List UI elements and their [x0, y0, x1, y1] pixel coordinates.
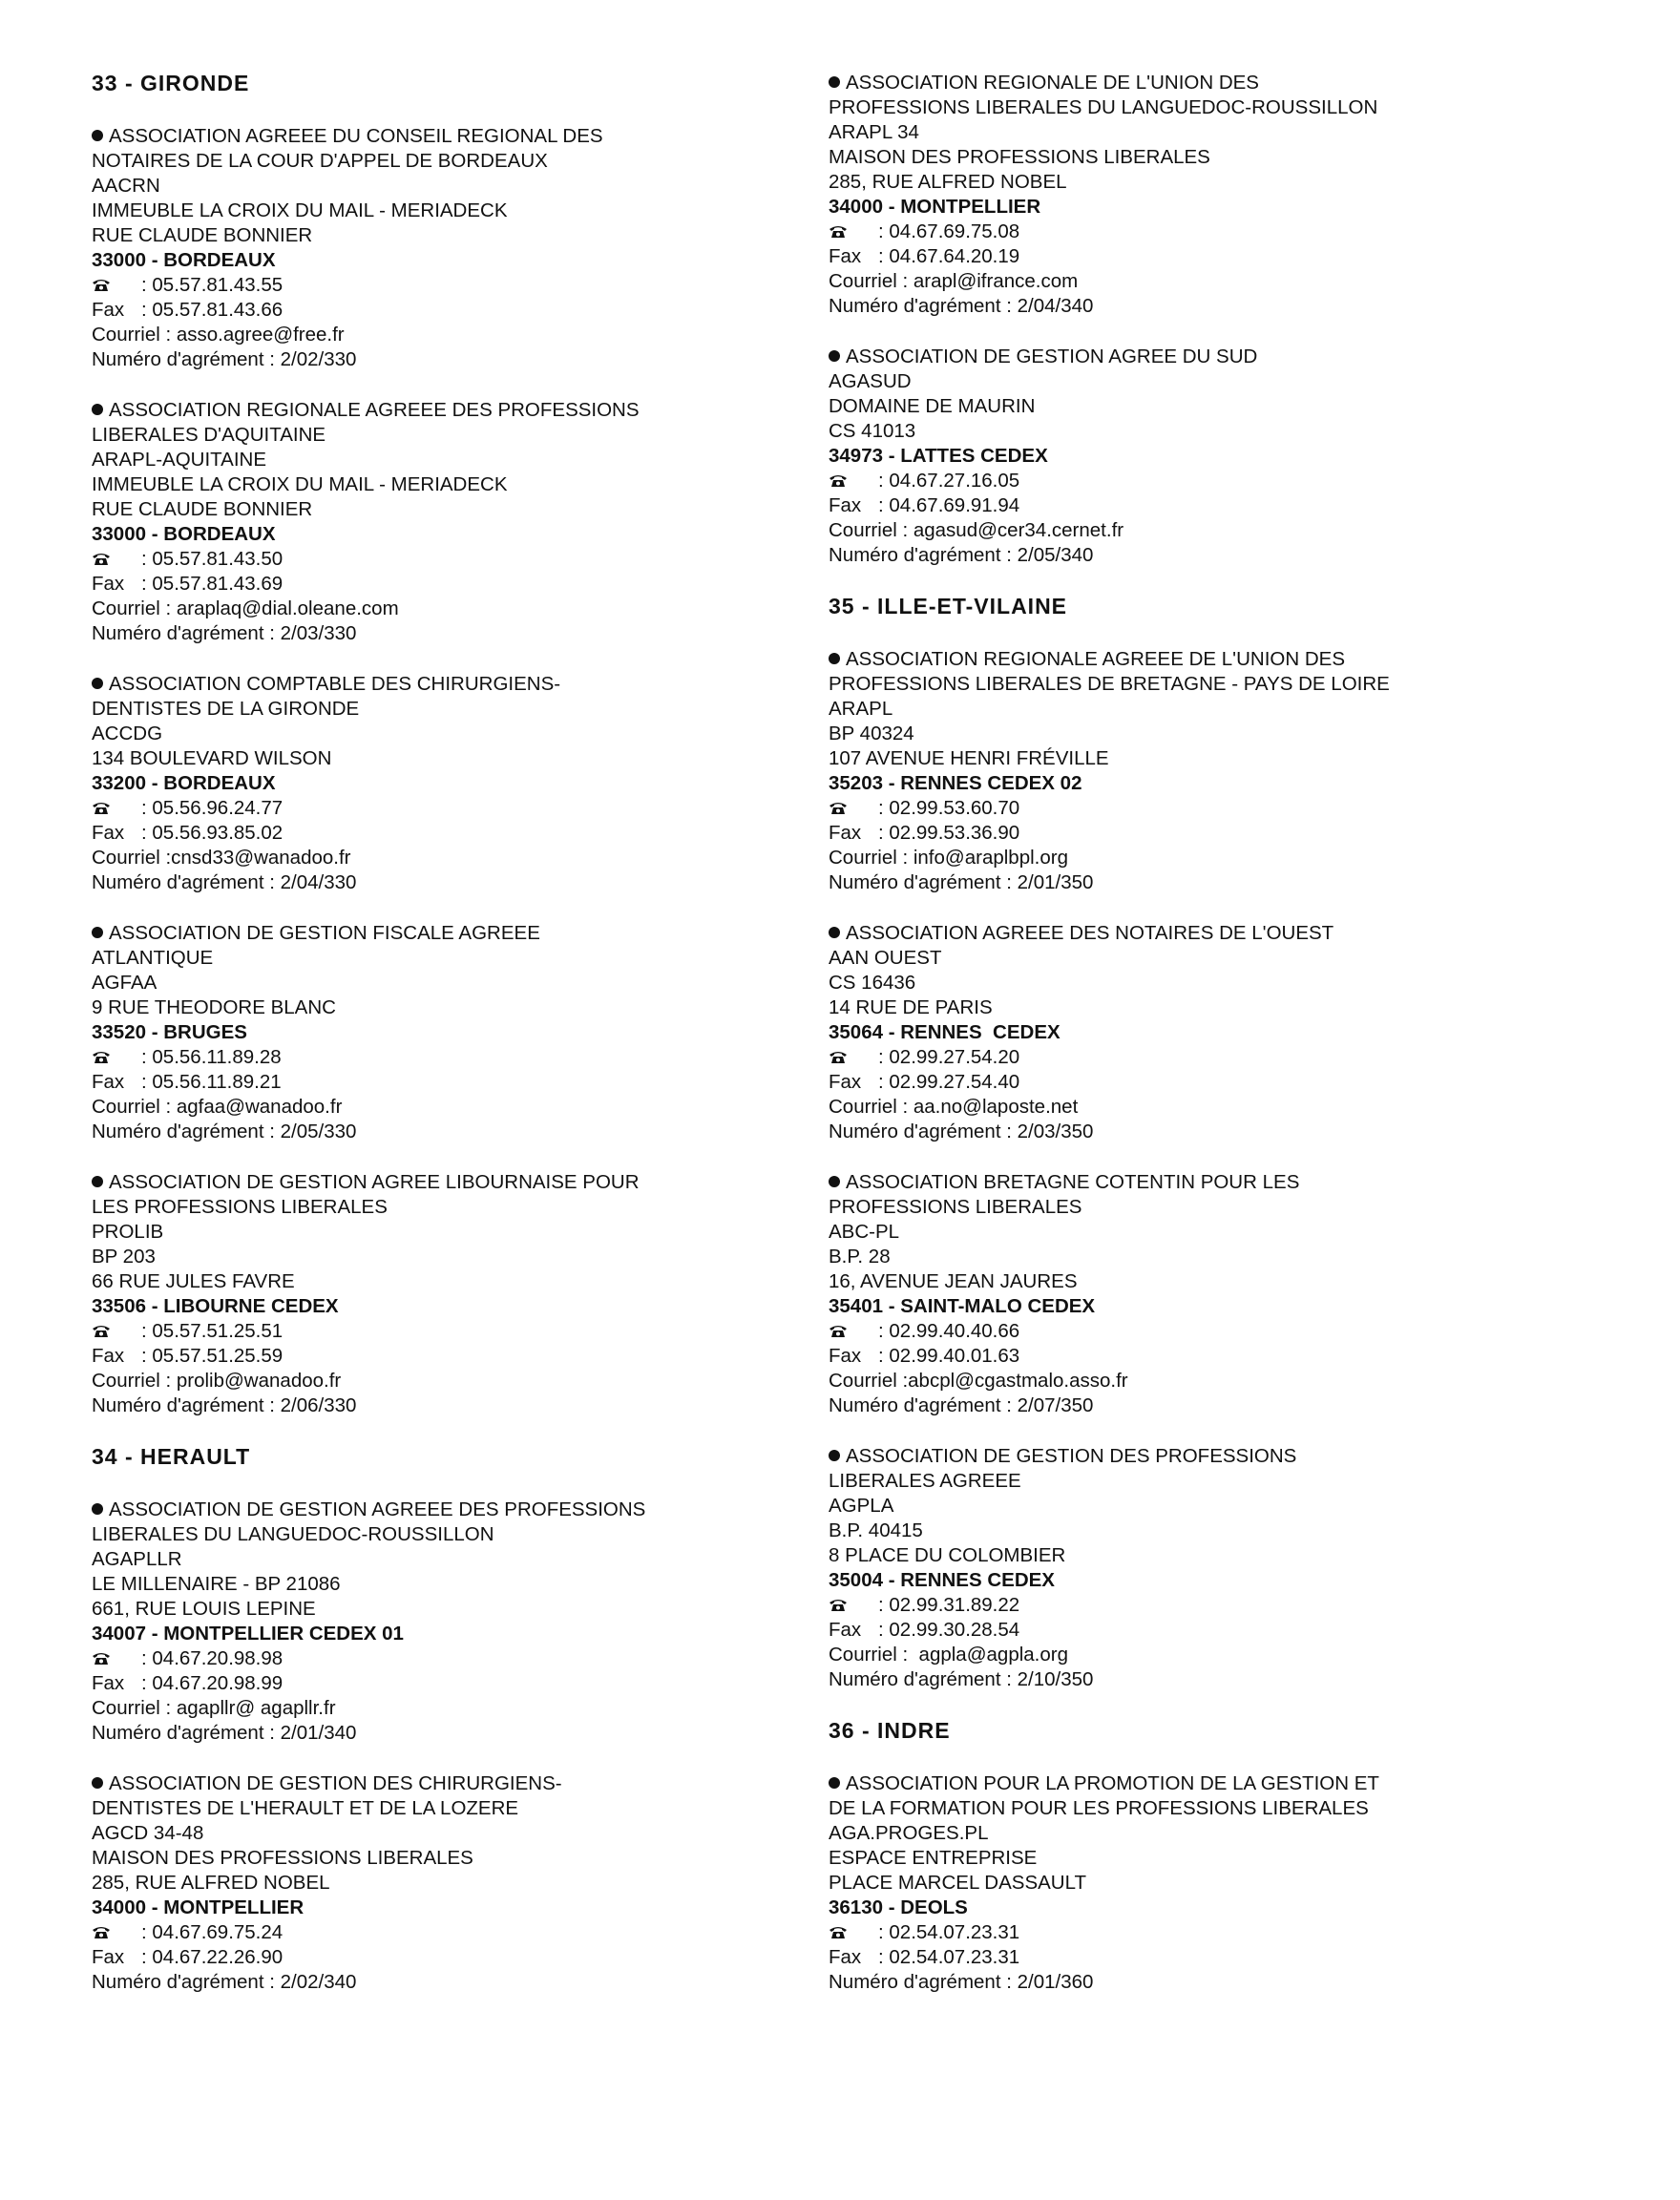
address-line — [829, 120, 1497, 145]
section-heading: 35 - ILLE-ET-VILAINE — [829, 594, 1068, 618]
address-line — [92, 423, 760, 448]
association-entry — [92, 1771, 760, 1995]
postal-city: 33520 - BRUGES — [92, 1021, 247, 1043]
telephone-icon — [92, 1924, 111, 1939]
association-entry — [829, 71, 1497, 319]
left-column — [92, 71, 760, 2021]
phone-number: : 05.56.96.24.77 — [141, 797, 284, 819]
telephone-icon — [829, 800, 848, 815]
fax-label: Fax — [92, 573, 125, 595]
bullet-dot-icon — [92, 678, 103, 689]
address-text: PROFESSIONS LIBERALES DE BRETAGNE - PAYS DE LOIRE — [829, 673, 1390, 695]
phone-number: : 04.67.69.75.08 — [878, 220, 1020, 242]
bullet-dot-icon — [829, 350, 840, 362]
phone-number: : 04.67.69.75.24 — [141, 1921, 284, 1943]
agrement-number: Numéro d'agrément : 2/05/330 — [92, 1121, 357, 1142]
fax-number: : 02.54.07.23.31 — [878, 1946, 1020, 1968]
bullet-dot-icon — [829, 1176, 840, 1187]
address-text: AGPLA — [829, 1495, 894, 1517]
phone-number: : 02.99.53.60.70 — [878, 797, 1020, 819]
email-line: Courriel : aa.no@laposte.net — [829, 1096, 1079, 1118]
email-line: Courriel :abcpl@cgastmalo.asso.fr — [829, 1370, 1128, 1392]
fax-label: Fax — [92, 1672, 125, 1694]
section-heading: 36 - INDRE — [829, 1718, 951, 1743]
phone-line — [92, 1646, 760, 1671]
address-text: BP 40324 — [829, 723, 914, 744]
address-text: LE MILLENAIRE - BP 21086 — [92, 1573, 341, 1595]
agrement-number: Numéro d'agrément : 2/04/330 — [92, 871, 357, 893]
address-text: AGFAA — [92, 972, 158, 994]
address-text: CS 41013 — [829, 420, 916, 442]
fax-number: : 02.99.30.28.54 — [878, 1619, 1020, 1641]
address-line — [829, 722, 1497, 746]
address-text: AGAPLLR — [92, 1548, 182, 1570]
address-text: RUE CLAUDE BONNIER — [92, 498, 313, 520]
association-name-line — [92, 921, 760, 946]
address-line — [829, 1543, 1497, 1568]
address-text: ASSOCIATION POUR LA PROMOTION DE LA GESTION ET — [846, 1772, 1379, 1794]
address-text: PROLIB — [92, 1221, 164, 1243]
phone-number: : 04.67.27.16.05 — [878, 470, 1020, 492]
address-line — [829, 1796, 1497, 1821]
phone-line — [92, 547, 760, 572]
telephone-icon — [92, 1650, 111, 1666]
phone-line — [92, 273, 760, 298]
address-line — [829, 419, 1497, 444]
address-text: NOTAIRES DE LA COUR D'APPEL DE BORDEAUX — [92, 150, 548, 172]
postal-city: 36130 - DEOLS — [829, 1896, 968, 1918]
address-line — [829, 170, 1497, 195]
phone-line — [829, 469, 1497, 493]
address-line — [92, 174, 760, 199]
bullet-dot-icon — [829, 653, 840, 664]
address-line — [92, 149, 760, 174]
bullet-dot-icon — [92, 927, 103, 938]
address-line — [829, 1245, 1497, 1269]
phone-line — [92, 1319, 760, 1344]
address-text: ASSOCIATION DE GESTION AGREE DU SUD — [846, 346, 1258, 367]
phone-line — [829, 1920, 1497, 1945]
fax-number: : 04.67.20.98.99 — [141, 1672, 284, 1694]
telephone-icon — [92, 800, 111, 815]
address-text: ARAPL-AQUITAINE — [92, 449, 267, 471]
address-text: 8 PLACE DU COLOMBIER — [829, 1544, 1066, 1566]
address-line — [92, 1572, 760, 1597]
agrement-number: Numéro d'agrément : 2/02/330 — [92, 348, 357, 370]
association-name-line — [92, 672, 760, 697]
address-line — [829, 697, 1497, 722]
email-line: Courriel : agpla@agpla.org — [829, 1644, 1069, 1666]
address-line — [829, 672, 1497, 697]
email-line: Courriel : info@araplbpl.org — [829, 847, 1068, 869]
association-entry — [92, 1170, 760, 1418]
address-line — [92, 1195, 760, 1220]
address-text: DENTISTES DE L'HERAULT ET DE LA LOZERE — [92, 1797, 519, 1819]
address-text: 107 AVENUE HENRI FRÉVILLE — [829, 747, 1109, 769]
address-line — [829, 1871, 1497, 1896]
address-line — [92, 1871, 760, 1896]
email-line: Courriel : araplaq@dial.oleane.com — [92, 597, 399, 619]
telephone-icon — [92, 1049, 111, 1064]
address-line — [829, 1220, 1497, 1245]
address-line — [92, 223, 760, 248]
right-column — [829, 71, 1497, 2021]
fax-label: Fax — [92, 1345, 125, 1367]
fax-line — [92, 572, 760, 597]
address-text: ASSOCIATION DE GESTION AGREEE DES PROFESSIONS — [109, 1498, 646, 1520]
fax-label: Fax — [829, 1345, 862, 1367]
fax-label: Fax — [829, 1071, 862, 1093]
association-name-line — [829, 1444, 1497, 1469]
postal-city: 34007 - MONTPELLIER CEDEX 01 — [92, 1623, 404, 1645]
phone-number: : 04.67.20.98.98 — [141, 1647, 284, 1669]
address-text: ASSOCIATION REGIONALE DE L'UNION DES — [846, 72, 1259, 94]
email-line: Courriel : asso.agree@free.fr — [92, 324, 345, 346]
address-text: ASSOCIATION DE GESTION FISCALE AGREEE — [109, 922, 540, 944]
fax-line — [829, 1344, 1497, 1369]
address-text: MAISON DES PROFESSIONS LIBERALES — [92, 1847, 473, 1869]
association-entry — [829, 1771, 1497, 1995]
email-line: Courriel : arapl@ifrance.com — [829, 270, 1079, 292]
association-entry — [92, 398, 760, 646]
address-text: 9 RUE THEODORE BLANC — [92, 996, 336, 1018]
telephone-icon — [829, 472, 848, 488]
address-line — [92, 448, 760, 472]
address-line — [829, 746, 1497, 771]
address-line — [92, 697, 760, 722]
postal-city: 35203 - RENNES CEDEX 02 — [829, 772, 1082, 794]
address-line — [829, 1519, 1497, 1543]
fax-number: : 05.56.93.85.02 — [141, 822, 284, 844]
fax-line — [92, 821, 760, 846]
association-name-line — [92, 1498, 760, 1522]
address-text: 66 RUE JULES FAVRE — [92, 1270, 295, 1292]
phone-number: : 05.57.81.43.50 — [141, 548, 284, 570]
address-line — [829, 1494, 1497, 1519]
association-name-line — [92, 1771, 760, 1796]
address-text: ASSOCIATION REGIONALE AGREEE DE L'UNION DES — [846, 648, 1345, 670]
address-line — [829, 971, 1497, 995]
address-text: 285, RUE ALFRED NOBEL — [829, 171, 1067, 193]
phone-line — [829, 1045, 1497, 1070]
phone-line — [829, 220, 1497, 244]
postal-city: 33000 - BORDEAUX — [92, 523, 276, 545]
fax-line — [92, 1344, 760, 1369]
telephone-icon — [92, 277, 111, 292]
fax-number: : 05.57.81.43.69 — [141, 573, 284, 595]
fax-line — [829, 1945, 1497, 1970]
bullet-dot-icon — [829, 1777, 840, 1789]
address-text: ACCDG — [92, 723, 163, 744]
association-name-line — [829, 1170, 1497, 1195]
fax-label: Fax — [92, 822, 125, 844]
association-entry — [829, 1444, 1497, 1692]
fax-label: Fax — [92, 1071, 125, 1093]
telephone-icon — [92, 551, 111, 566]
address-text: RUE CLAUDE BONNIER — [92, 224, 313, 246]
address-line — [829, 946, 1497, 971]
telephone-icon — [92, 1323, 111, 1338]
address-text: B.P. 40415 — [829, 1519, 923, 1541]
address-text: ASSOCIATION REGIONALE AGREEE DES PROFESSIONS — [109, 399, 640, 421]
fax-line — [829, 821, 1497, 846]
address-text: PLACE MARCEL DASSAULT — [829, 1872, 1086, 1894]
phone-line — [92, 1920, 760, 1945]
association-name-line — [92, 1170, 760, 1195]
address-text: IMMEUBLE LA CROIX DU MAIL - MERIADECK — [92, 199, 508, 221]
association-name-line — [829, 1771, 1497, 1796]
postal-city: 34973 - LATTES CEDEX — [829, 445, 1048, 467]
fax-line — [92, 1945, 760, 1970]
association-name-line — [829, 647, 1497, 672]
address-line — [829, 394, 1497, 419]
association-entry — [829, 1170, 1497, 1418]
agrement-number: Numéro d'agrément : 2/03/330 — [92, 622, 357, 644]
phone-line — [92, 1045, 760, 1070]
email-line: Courriel : agapllr@ agapllr.fr — [92, 1697, 336, 1719]
phone-number: : 02.99.27.54.20 — [878, 1046, 1020, 1068]
agrement-number: Numéro d'agrément : 2/03/350 — [829, 1121, 1094, 1142]
section-heading: 34 - HERAULT — [92, 1444, 251, 1469]
agrement-number: Numéro d'agrément : 2/01/340 — [92, 1722, 357, 1744]
address-text: LIBERALES AGREEE — [829, 1470, 1021, 1492]
postal-city: 35401 - SAINT-MALO CEDEX — [829, 1295, 1096, 1317]
address-text: LES PROFESSIONS LIBERALES — [92, 1196, 388, 1218]
address-line — [92, 1245, 760, 1269]
phone-number: : 05.56.11.89.28 — [141, 1046, 282, 1068]
fax-label: Fax — [829, 245, 862, 267]
association-entry — [92, 124, 760, 372]
bullet-dot-icon — [92, 1503, 103, 1515]
agrement-number: Numéro d'agrément : 2/05/340 — [829, 544, 1094, 566]
address-text: DE LA FORMATION POUR LES PROFESSIONS LIBERALES — [829, 1797, 1369, 1819]
address-line — [829, 1821, 1497, 1846]
address-text: LIBERALES DU LANGUEDOC-ROUSSILLON — [92, 1523, 494, 1545]
telephone-icon — [829, 1597, 848, 1612]
address-text: PROFESSIONS LIBERALES DU LANGUEDOC-ROUSSILLON — [829, 96, 1378, 118]
fax-number: : 04.67.64.20.19 — [878, 245, 1020, 267]
address-text: ASSOCIATION AGREEE DES NOTAIRES DE L'OUEST — [846, 922, 1334, 944]
address-line — [92, 497, 760, 522]
phone-line — [829, 1319, 1497, 1344]
address-text: AGCD 34-48 — [92, 1822, 204, 1844]
address-text: BP 203 — [92, 1246, 156, 1268]
association-entry — [829, 345, 1497, 568]
fax-label: Fax — [829, 494, 862, 516]
fax-line — [829, 1070, 1497, 1095]
association-name-line — [92, 124, 760, 149]
fax-label: Fax — [829, 1619, 862, 1641]
fax-number: : 04.67.22.26.90 — [141, 1946, 284, 1968]
bullet-dot-icon — [829, 927, 840, 938]
email-line: Courriel : agasud@cer34.cernet.fr — [829, 519, 1124, 541]
fax-number: : 05.57.81.43.66 — [141, 299, 284, 321]
phone-line — [829, 1593, 1497, 1618]
address-line — [92, 946, 760, 971]
address-text: CS 16436 — [829, 972, 916, 994]
telephone-icon — [829, 223, 848, 239]
agrement-number: Numéro d'agrément : 2/06/330 — [92, 1394, 357, 1416]
address-line — [829, 995, 1497, 1020]
address-line — [92, 1522, 760, 1547]
address-text: LIBERALES D'AQUITAINE — [92, 424, 326, 446]
address-text: PROFESSIONS LIBERALES — [829, 1196, 1082, 1218]
association-entry — [829, 647, 1497, 895]
address-text: DOMAINE DE MAURIN — [829, 395, 1036, 417]
phone-number: : 05.57.81.43.55 — [141, 274, 284, 296]
agrement-number: Numéro d'agrément : 2/04/340 — [829, 295, 1094, 317]
address-text: 16, AVENUE JEAN JAURES — [829, 1270, 1078, 1292]
address-line — [829, 1269, 1497, 1294]
fax-line — [829, 493, 1497, 518]
email-line: Courriel : prolib@wanadoo.fr — [92, 1370, 342, 1392]
postal-city: 33506 - LIBOURNE CEDEX — [92, 1295, 339, 1317]
fax-number: : 05.57.51.25.59 — [141, 1345, 284, 1367]
address-line — [92, 199, 760, 223]
postal-city: 34000 - MONTPELLIER — [92, 1896, 304, 1918]
address-text: ASSOCIATION DE GESTION AGREE LIBOURNAISE POUR — [109, 1171, 640, 1193]
address-line — [92, 1846, 760, 1871]
address-text: ABC-PL — [829, 1221, 900, 1243]
bullet-dot-icon — [92, 130, 103, 141]
agrement-number: Numéro d'agrément : 2/10/350 — [829, 1668, 1094, 1690]
address-line — [829, 95, 1497, 120]
address-text: ESPACE ENTREPRISE — [829, 1847, 1038, 1869]
bullet-dot-icon — [92, 1176, 103, 1187]
address-text: 134 BOULEVARD WILSON — [92, 747, 332, 769]
address-line — [829, 1469, 1497, 1494]
bullet-dot-icon — [829, 1450, 840, 1461]
address-line — [92, 1597, 760, 1622]
address-line — [92, 1269, 760, 1294]
fax-line — [829, 1618, 1497, 1643]
address-text: ASSOCIATION BRETAGNE COTENTIN POUR LES — [846, 1171, 1300, 1193]
agrement-number: Numéro d'agrément : 2/01/360 — [829, 1971, 1094, 1993]
agrement-number: Numéro d'agrément : 2/07/350 — [829, 1394, 1094, 1416]
address-text: ARAPL — [829, 698, 893, 720]
telephone-icon — [829, 1049, 848, 1064]
email-line: Courriel : agfaa@wanadoo.fr — [92, 1096, 343, 1118]
address-line — [829, 1195, 1497, 1220]
association-entry — [829, 921, 1497, 1144]
address-text: 14 RUE DE PARIS — [829, 996, 993, 1018]
address-line — [829, 369, 1497, 394]
address-text: ARAPL 34 — [829, 121, 919, 143]
address-text: AACRN — [92, 175, 160, 197]
phone-number: : 05.57.51.25.51 — [141, 1320, 284, 1342]
address-line — [92, 1547, 760, 1572]
address-text: IMMEUBLE LA CROIX DU MAIL - MERIADECK — [92, 473, 508, 495]
association-name-line — [829, 345, 1497, 369]
address-text: AAN OUEST — [829, 947, 942, 969]
address-text: ASSOCIATION DE GESTION DES CHIRURGIENS- — [109, 1772, 562, 1794]
postal-city: 33200 - BORDEAUX — [92, 772, 276, 794]
address-text: 661, RUE LOUIS LEPINE — [92, 1598, 316, 1620]
address-line — [829, 1846, 1497, 1871]
phone-line — [92, 796, 760, 821]
bullet-dot-icon — [92, 1777, 103, 1789]
address-text: ASSOCIATION AGREEE DU CONSEIL REGIONAL DES — [109, 125, 603, 147]
fax-line — [92, 298, 760, 323]
address-text: MAISON DES PROFESSIONS LIBERALES — [829, 146, 1210, 168]
association-entry — [92, 921, 760, 1144]
fax-number: : 02.99.53.36.90 — [878, 822, 1020, 844]
association-name-line — [829, 71, 1497, 95]
address-line — [92, 746, 760, 771]
telephone-icon — [829, 1323, 848, 1338]
bullet-dot-icon — [92, 404, 103, 415]
association-name-line — [92, 398, 760, 423]
phone-number: : 02.99.31.89.22 — [878, 1594, 1020, 1616]
address-line — [92, 995, 760, 1020]
fax-label: Fax — [829, 1946, 862, 1968]
email-line: Courriel :cnsd33@wanadoo.fr — [92, 847, 351, 869]
fax-label: Fax — [92, 299, 125, 321]
address-text: ASSOCIATION DE GESTION DES PROFESSIONS — [846, 1445, 1297, 1467]
association-name-line — [829, 921, 1497, 946]
fax-line — [92, 1671, 760, 1696]
fax-number: : 05.56.11.89.21 — [141, 1071, 282, 1093]
fax-line — [829, 244, 1497, 269]
section-heading: 33 - GIRONDE — [92, 71, 250, 95]
fax-number: : 02.99.40.01.63 — [878, 1345, 1020, 1367]
agrement-number: Numéro d'agrément : 2/01/350 — [829, 871, 1094, 893]
bullet-dot-icon — [829, 76, 840, 88]
fax-line — [92, 1070, 760, 1095]
postal-city: 34000 - MONTPELLIER — [829, 196, 1041, 218]
address-text: AGA.PROGES.PL — [829, 1822, 989, 1844]
address-line — [92, 1796, 760, 1821]
address-text: ATLANTIQUE — [92, 947, 214, 969]
address-text: AGASUD — [829, 370, 912, 392]
postal-city: 35004 - RENNES CEDEX — [829, 1569, 1055, 1591]
address-line — [92, 1821, 760, 1846]
association-entry — [92, 1498, 760, 1746]
association-entry — [92, 672, 760, 895]
postal-city: 35064 - RENNES CEDEX — [829, 1021, 1060, 1043]
fax-number: : 04.67.69.91.94 — [878, 494, 1020, 516]
address-line — [829, 145, 1497, 170]
phone-number: : 02.54.07.23.31 — [878, 1921, 1020, 1943]
agrement-number: Numéro d'agrément : 2/02/340 — [92, 1971, 357, 1993]
address-line — [92, 472, 760, 497]
phone-line — [829, 796, 1497, 821]
address-text: ASSOCIATION COMPTABLE DES CHIRURGIENS- — [109, 673, 561, 695]
telephone-icon — [829, 1924, 848, 1939]
address-text: DENTISTES DE LA GIRONDE — [92, 698, 360, 720]
address-line — [92, 971, 760, 995]
address-text: B.P. 28 — [829, 1246, 891, 1268]
postal-city: 33000 - BORDEAUX — [92, 249, 276, 271]
phone-number: : 02.99.40.40.66 — [878, 1320, 1020, 1342]
fax-label: Fax — [829, 822, 862, 844]
fax-label: Fax — [92, 1946, 125, 1968]
address-text: 285, RUE ALFRED NOBEL — [92, 1872, 330, 1894]
fax-number: : 02.99.27.54.40 — [878, 1071, 1020, 1093]
address-line — [92, 722, 760, 746]
address-line — [92, 1220, 760, 1245]
